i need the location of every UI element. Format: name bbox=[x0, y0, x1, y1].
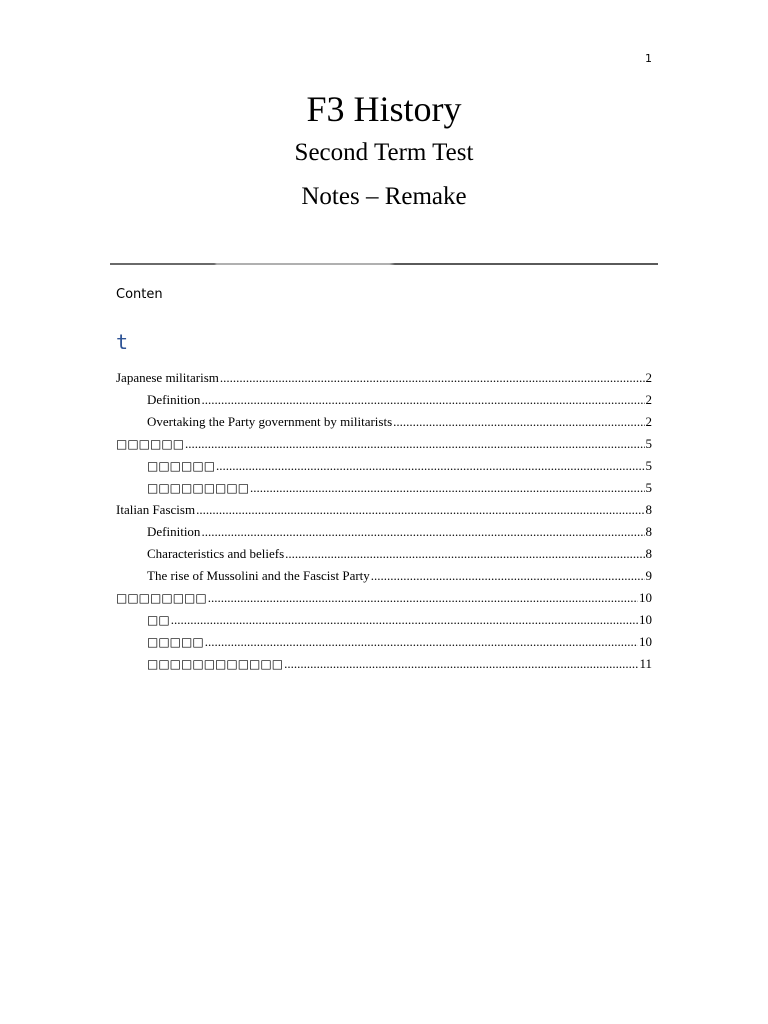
toc-leader bbox=[208, 587, 638, 609]
toc-entry[interactable] bbox=[116, 565, 652, 587]
toc-leader bbox=[216, 455, 644, 477]
toc-leader bbox=[284, 653, 638, 675]
toc-entry[interactable] bbox=[116, 389, 652, 411]
toc-entry-page: 5 bbox=[645, 458, 652, 473]
toc-entry-page: 10 bbox=[639, 612, 652, 627]
toc-entry-page: 11 bbox=[639, 656, 652, 671]
toc-entry-label: □□□□□□□□□□□□ bbox=[147, 657, 284, 671]
toc-entry-label: □□ bbox=[147, 613, 170, 627]
toc-entry[interactable] bbox=[116, 609, 652, 631]
toc-leader bbox=[205, 631, 638, 653]
toc-entry-page: 9 bbox=[645, 568, 652, 583]
page-number: 1 bbox=[645, 52, 652, 65]
toc-entry-label: □□□□□□ bbox=[116, 437, 185, 451]
toc-entry-label: Characteristics and beliefs bbox=[147, 546, 285, 561]
document-subtitle: Second Term Test bbox=[294, 139, 474, 166]
toc-entry[interactable] bbox=[116, 653, 652, 675]
toc-leader bbox=[201, 521, 644, 543]
toc-heading-continuation: t bbox=[116, 330, 129, 354]
toc-entry[interactable] bbox=[116, 455, 652, 477]
toc-entry-page: 8 bbox=[645, 546, 652, 561]
toc-entry-label: □□□□□ bbox=[147, 635, 204, 649]
toc-leader bbox=[196, 499, 644, 521]
toc-entry-page: 8 bbox=[645, 524, 652, 539]
toc-entry-page: 2 bbox=[645, 392, 652, 407]
toc-leader bbox=[185, 433, 644, 455]
table-of-contents bbox=[116, 367, 652, 675]
toc-entry-label: The rise of Mussolini and the Fascist Party bbox=[147, 568, 370, 583]
document-title: F3 History bbox=[306, 89, 462, 129]
toc-entry[interactable] bbox=[116, 433, 652, 455]
toc-leader bbox=[220, 367, 645, 389]
toc-entry-page: 2 bbox=[645, 370, 652, 385]
toc-leader bbox=[171, 609, 638, 631]
toc-entry-page: 5 bbox=[645, 480, 652, 495]
toc-entry-page: 10 bbox=[639, 590, 652, 605]
toc-entry-label: Italian Fascism bbox=[116, 502, 196, 517]
toc-entry[interactable] bbox=[116, 631, 652, 653]
toc-entry-label: □□□□□□□□□ bbox=[147, 481, 250, 495]
toc-entry[interactable] bbox=[116, 499, 652, 521]
toc-entry[interactable] bbox=[116, 477, 652, 499]
toc-entry-label: Definition bbox=[147, 392, 201, 407]
toc-entry-page: 8 bbox=[645, 502, 652, 517]
toc-entry-label: Japanese militarism bbox=[116, 370, 219, 385]
toc-entry-page: 5 bbox=[645, 436, 652, 451]
toc-heading: Conten bbox=[116, 287, 163, 302]
toc-entry[interactable] bbox=[116, 587, 652, 609]
toc-entry[interactable] bbox=[116, 411, 652, 433]
toc-entry-label: Definition bbox=[147, 524, 201, 539]
toc-entry[interactable] bbox=[116, 367, 652, 389]
toc-leader bbox=[285, 543, 644, 565]
toc-entry-label: Overtaking the Party government by militarists bbox=[147, 414, 393, 429]
toc-entry-page: 2 bbox=[645, 414, 652, 429]
toc-entry-page: 10 bbox=[639, 634, 652, 649]
toc-leader bbox=[250, 477, 644, 499]
toc-entry[interactable] bbox=[116, 521, 652, 543]
toc-entry-label: □□□□□□ bbox=[147, 459, 216, 473]
toc-entry-label: □□□□□□□□ bbox=[116, 591, 207, 605]
toc-leader bbox=[201, 389, 644, 411]
title-divider bbox=[110, 263, 658, 265]
toc-entry[interactable] bbox=[116, 543, 652, 565]
toc-leader bbox=[393, 411, 644, 433]
toc-leader bbox=[371, 565, 645, 587]
document-subtitle-secondary: Notes – Remake bbox=[301, 183, 467, 210]
